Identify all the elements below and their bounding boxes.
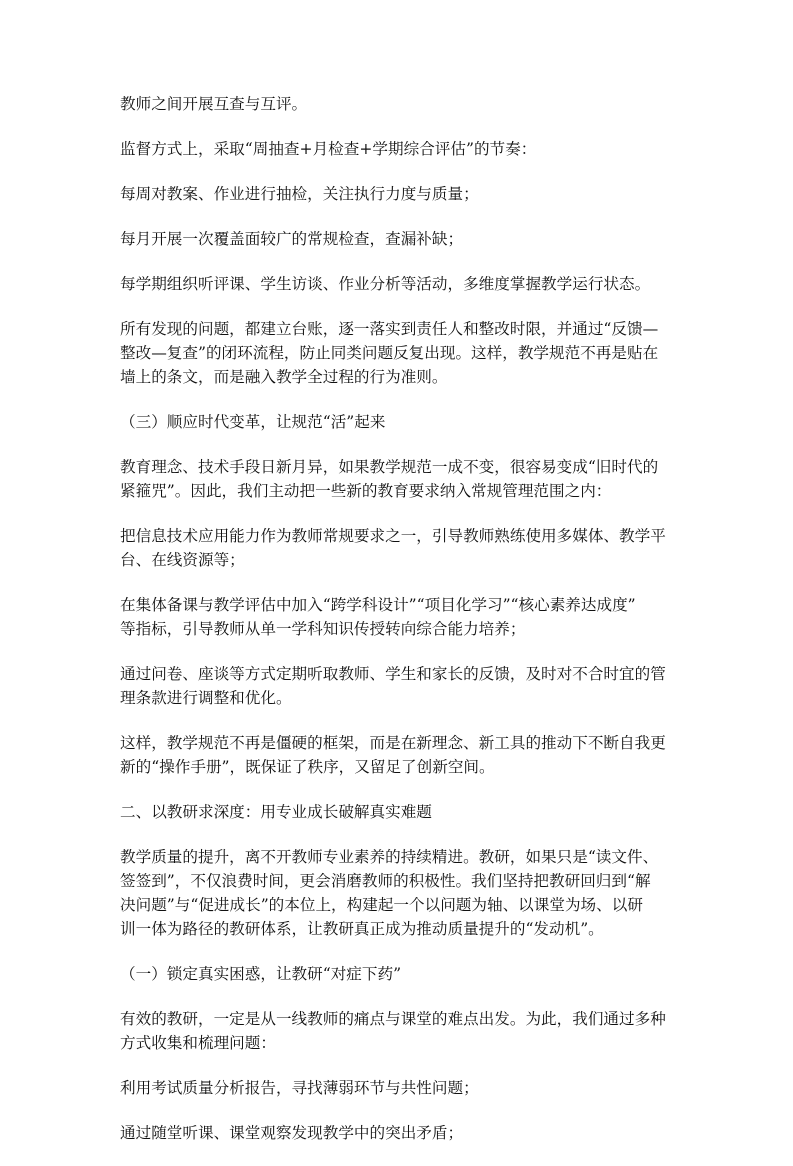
paragraph-2 [120, 137, 678, 161]
paragraph-10 [120, 593, 678, 641]
text-line: 通过随堂听课、课堂观察发现教学中的突出矛盾； [120, 1124, 464, 1142]
heading-line: 二、以教研求深度：用专业成长破解真实难题 [120, 803, 432, 821]
text-line: 把信息技术应用能力作为教师常规要求之一，引导教师熟练使用多媒体、教学平 [120, 527, 666, 545]
text-line: 签签到”，不仅浪费时间，更会消磨教师的积极性。我们坚持把教研回归到“解 [120, 872, 651, 890]
paragraph-18 [120, 1121, 678, 1145]
text-line: 通过问卷、座谈等方式定期听取教师、学生和家长的反馈，及时对不合时宜的管 [120, 665, 666, 683]
text-line: 等指标，引导教师从单一学科知识传授转向综合能力培养； [120, 620, 526, 638]
heading-line: （一）锁定真实困惑，让教研“对症下药” [120, 965, 402, 983]
text-line: 教学质量的提升，离不开教师专业素养的持续精进。教研，如果只是“读文件、 [120, 848, 659, 866]
text-line: 所有发现的问题，都建立台账，逐一落实到责任人和整改时限，并通过“反馈— [120, 320, 659, 338]
text-line: 利用考试质量分析报告，寻找薄弱环节与共性问题； [120, 1079, 479, 1097]
text-line: 每月开展一次覆盖面较广的常规检查，查漏补缺； [120, 230, 464, 248]
text-line: 理条款进行调整和优化。 [120, 689, 292, 707]
paragraph-1 [120, 92, 678, 116]
text-line: 监督方式上，采取“周抽查+月检查+学期综合评估”的节奏： [120, 140, 537, 158]
text-line: 方式收集和梳理问题： [120, 1034, 276, 1052]
text-line: 在集体备课与教学评估中加入“跨学科设计”“项目化学习”“核心素养达成度” [120, 596, 636, 614]
document-page [120, 92, 678, 1166]
text-line: 决问题”与“促进成长”的本位上，构建起一个以问题为轴、以课堂为场、以研 [120, 896, 643, 914]
paragraph-14 [120, 845, 678, 941]
text-line: 整改—复查”的闭环流程，防止同类问题反复出现。这样，教学规范不再是贴在 [120, 344, 659, 362]
text-line: 每周对教案、作业进行抽检，关注执行力度与质量； [120, 185, 479, 203]
text-line: 有效的教研，一定是从一线教师的痛点与课堂的难点出发。为此，我们通过多种 [120, 1010, 666, 1028]
paragraph-6 [120, 317, 678, 389]
section-heading-2 [120, 800, 678, 824]
paragraph-3 [120, 182, 678, 206]
paragraph-8 [120, 455, 678, 503]
text-line: 教师之间开展互查与互评。 [120, 95, 308, 113]
paragraph-11 [120, 662, 678, 710]
text-line: 紧箍咒”。因此，我们主动把一些新的教育要求纳入常规管理范围之内： [120, 482, 612, 500]
text-line: 新的“操作手册”，既保证了秩序，又留足了创新空间。 [120, 758, 495, 776]
text-line: 台、在线资源等； [120, 551, 245, 569]
text-line: 这样，教学规范不再是僵硬的框架，而是在新理念、新工具的推动下不断自我更 [120, 734, 666, 752]
paragraph-5 [120, 272, 678, 296]
text-line: 训一体为路径的教研体系，让教研真正成为推动质量提升的“发动机”。 [120, 920, 604, 938]
paragraph-12 [120, 731, 678, 779]
text-line: 每学期组织听评课、学生访谈、作业分析等活动，多维度掌握教学运行状态。 [120, 275, 651, 293]
heading-line: （三）顺应时代变革，让规范“活”起来 [120, 413, 386, 431]
paragraph-16 [120, 1007, 678, 1055]
paragraph-17 [120, 1076, 678, 1100]
section-heading-3 [120, 410, 678, 434]
section-heading-1 [120, 962, 678, 986]
paragraph-4 [120, 227, 678, 251]
text-line: 教育理念、技术手段日新月异，如果教学规范一成不变，很容易变成“旧时代的 [120, 458, 659, 476]
paragraph-9 [120, 524, 678, 572]
text-line: 墙上的条文，而是融入教学全过程的行为准则。 [120, 368, 448, 386]
